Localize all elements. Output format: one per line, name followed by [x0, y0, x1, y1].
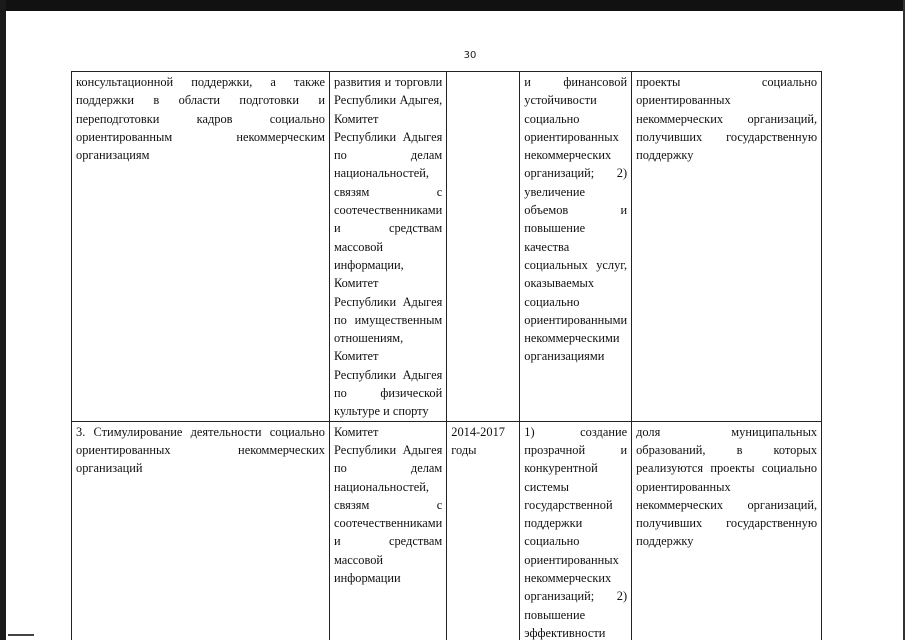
scan-mark — [8, 634, 34, 636]
table-row — [72, 72, 822, 422]
scan-border-left — [0, 0, 6, 640]
executors-cell: развития и торговли Республики Адыгея, Комитет Республики Адыгея по делам национальностей, связям с соотечественниками и средствам массовой информации, Комитет Республики Адыгея по имущественным отношениям, Комитет Республики Адыгея по физической культуре и спорту — [330, 72, 447, 422]
executors-cell: Комитет Республики Адыгея по делам национальностей, связям с соотечественниками и средствам массовой информации — [330, 421, 447, 640]
table-row — [72, 421, 822, 640]
task-cell: консультационной поддержки, а также поддержки в области подготовки и переподготовки кадров социально ориентированным некоммерческим организациям — [72, 72, 330, 422]
results-cell: 1) создание прозрачной и конкурентной системы государственной поддержки социально ориентированных некоммерческих организаций; 2) повышение эффективности — [520, 421, 632, 640]
program-table — [71, 71, 822, 640]
results-cell: и финансовой устойчивости социально ориентированных некоммерческих организаций; 2) увеличение объемов и повышение качества социальных услуг, оказываемых социально ориентированными некоммерческими организациями — [520, 72, 632, 422]
period-cell: 2014-2017 годы — [447, 421, 520, 640]
period-cell — [447, 72, 520, 422]
indicators-cell: доля муниципальных образований, в которых реализуются проекты социально ориентированных некоммерческих организаций, получивших государственную поддержку — [632, 421, 822, 640]
indicators-cell: проекты социально ориентированных некоммерческих организаций, получивших государственную поддержку — [632, 72, 822, 422]
scan-border-top — [0, 0, 905, 11]
task-cell: 3. Стимулирование деятельности социально ориентированных некоммерческих организаций — [72, 421, 330, 640]
page-number: 30 — [463, 50, 477, 61]
